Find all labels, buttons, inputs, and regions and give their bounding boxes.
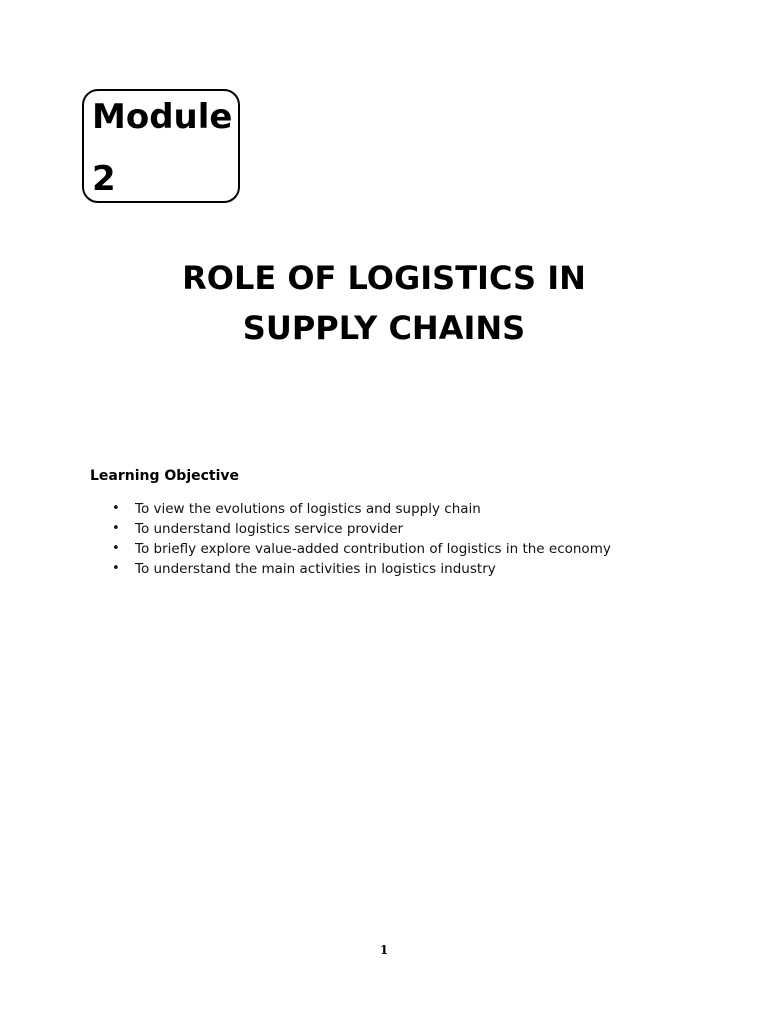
objective-text: To understand the main activities in logistics industry (135, 561, 496, 577)
objective-text: To view the evolutions of logistics and supply chain (135, 501, 481, 517)
document-title-line-2: SUPPLY CHAINS (242, 309, 526, 347)
bullet-icon: • (112, 521, 120, 536)
document-title-line-1: ROLE OF LOGISTICS IN (182, 259, 586, 297)
bullet-icon: • (112, 561, 120, 576)
list-item (90, 539, 611, 559)
list-item (90, 559, 611, 579)
learning-objective-list (90, 499, 611, 579)
learning-objective-heading: Learning Objective (90, 468, 240, 484)
module-badge (82, 89, 240, 203)
bullet-icon: • (112, 541, 120, 556)
list-item (90, 519, 611, 539)
objective-text: To briefly explore value-added contribution of logistics in the economy (135, 541, 611, 557)
bullet-icon: • (112, 501, 120, 516)
objective-text: To understand logistics service provider (135, 521, 404, 537)
page-number: 1 (379, 943, 389, 957)
module-label: Module (92, 97, 233, 137)
module-number: 2 (92, 159, 116, 199)
list-item (90, 499, 611, 519)
